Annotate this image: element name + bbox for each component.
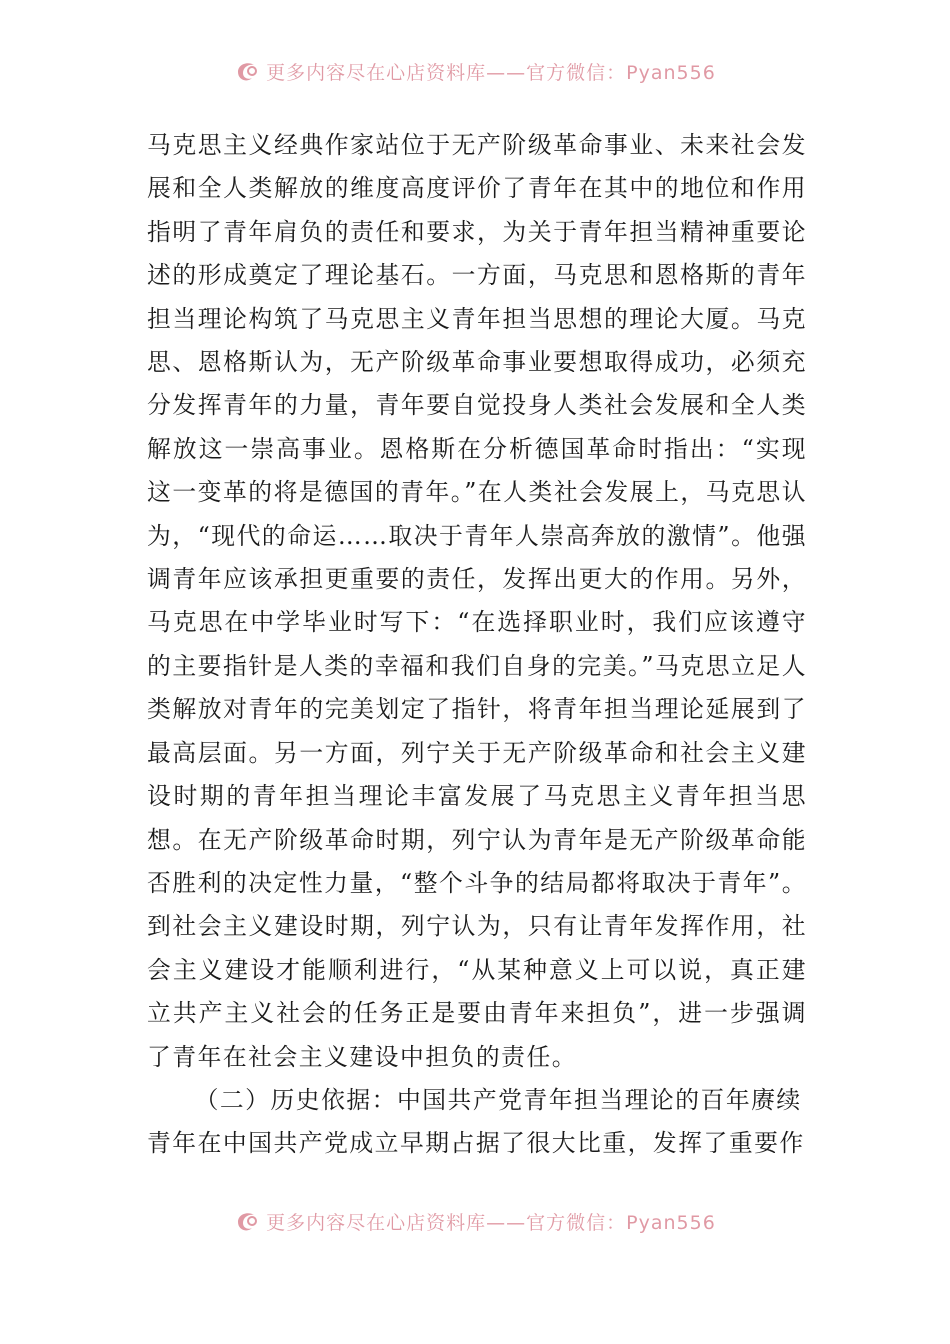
watermark-logo-icon: [234, 58, 260, 84]
watermark-logo-icon: [234, 1208, 260, 1234]
body-paragraph: 马克思主义经典作家站位于无产阶级革命事业、未来社会发展和全人类解放的维度高度评价了青年在其中的地位和作用指明了青年肩负的责任和要求，为关于青年担当精神重要论述的形成奠定了理论基石。一方面，马克思和恩格斯的青年担当理论构筑了马克思主义青年担当思想的理论大厦。马克思、恩格斯认为，无产阶级革命事业要想取得成功，必须充分发挥青年的力量，青年要自觉投身人类社会发展和全人类解放这一崇高事业。恩格斯在分析德国革命时指出：“实现这一变革的将是德国的青年。”在人类社会发展上，马克思认为，“现代的命运……取决于青年人崇高奔放的激情”。他强调青年应该承担更重要的责任，发挥出更大的作用。另外，马克思在中学毕业时写下：“在选择职业时，我们应该遵守的主要指针是人类的幸福和我们自身的完美。”马克思立足人类解放对青年的完美划定了指针，将青年担当理论延展到了最高层面。另一方面，列宁关于无产阶级革命和社会主义建设时期的青年担当理论丰富发展了马克思主义青年担当思想。在无产阶级革命时期，列宁认为青年是无产阶级革命能否胜利的决定性力量，“整个斗争的结局都将取决于青年”。到社会主义建设时期，列宁认为，只有让青年发挥作用，社会主义建设才能顺利进行，“从某种意义上可以说，真正建立共产主义社会的任务正是要由青年来担负”，进一步强调了青年在社会主义建设中担负的责任。: [147, 131, 807, 1071]
watermark-text: 更多内容尽在心店资料库——官方微信：Pyan556: [266, 61, 716, 84]
body-paragraph: 青年在中国共产党成立早期占据了很大比重，发挥了重要作: [147, 1129, 805, 1158]
section-heading: （二）历史依据：中国共产党青年担当理论的百年赓续: [194, 1085, 802, 1114]
watermark-text: 更多内容尽在心店资料库——官方微信：Pyan556: [266, 1211, 716, 1234]
footer-watermark: [0, 1206, 950, 1236]
header-watermark: [0, 56, 950, 86]
document-body: [147, 124, 807, 1166]
